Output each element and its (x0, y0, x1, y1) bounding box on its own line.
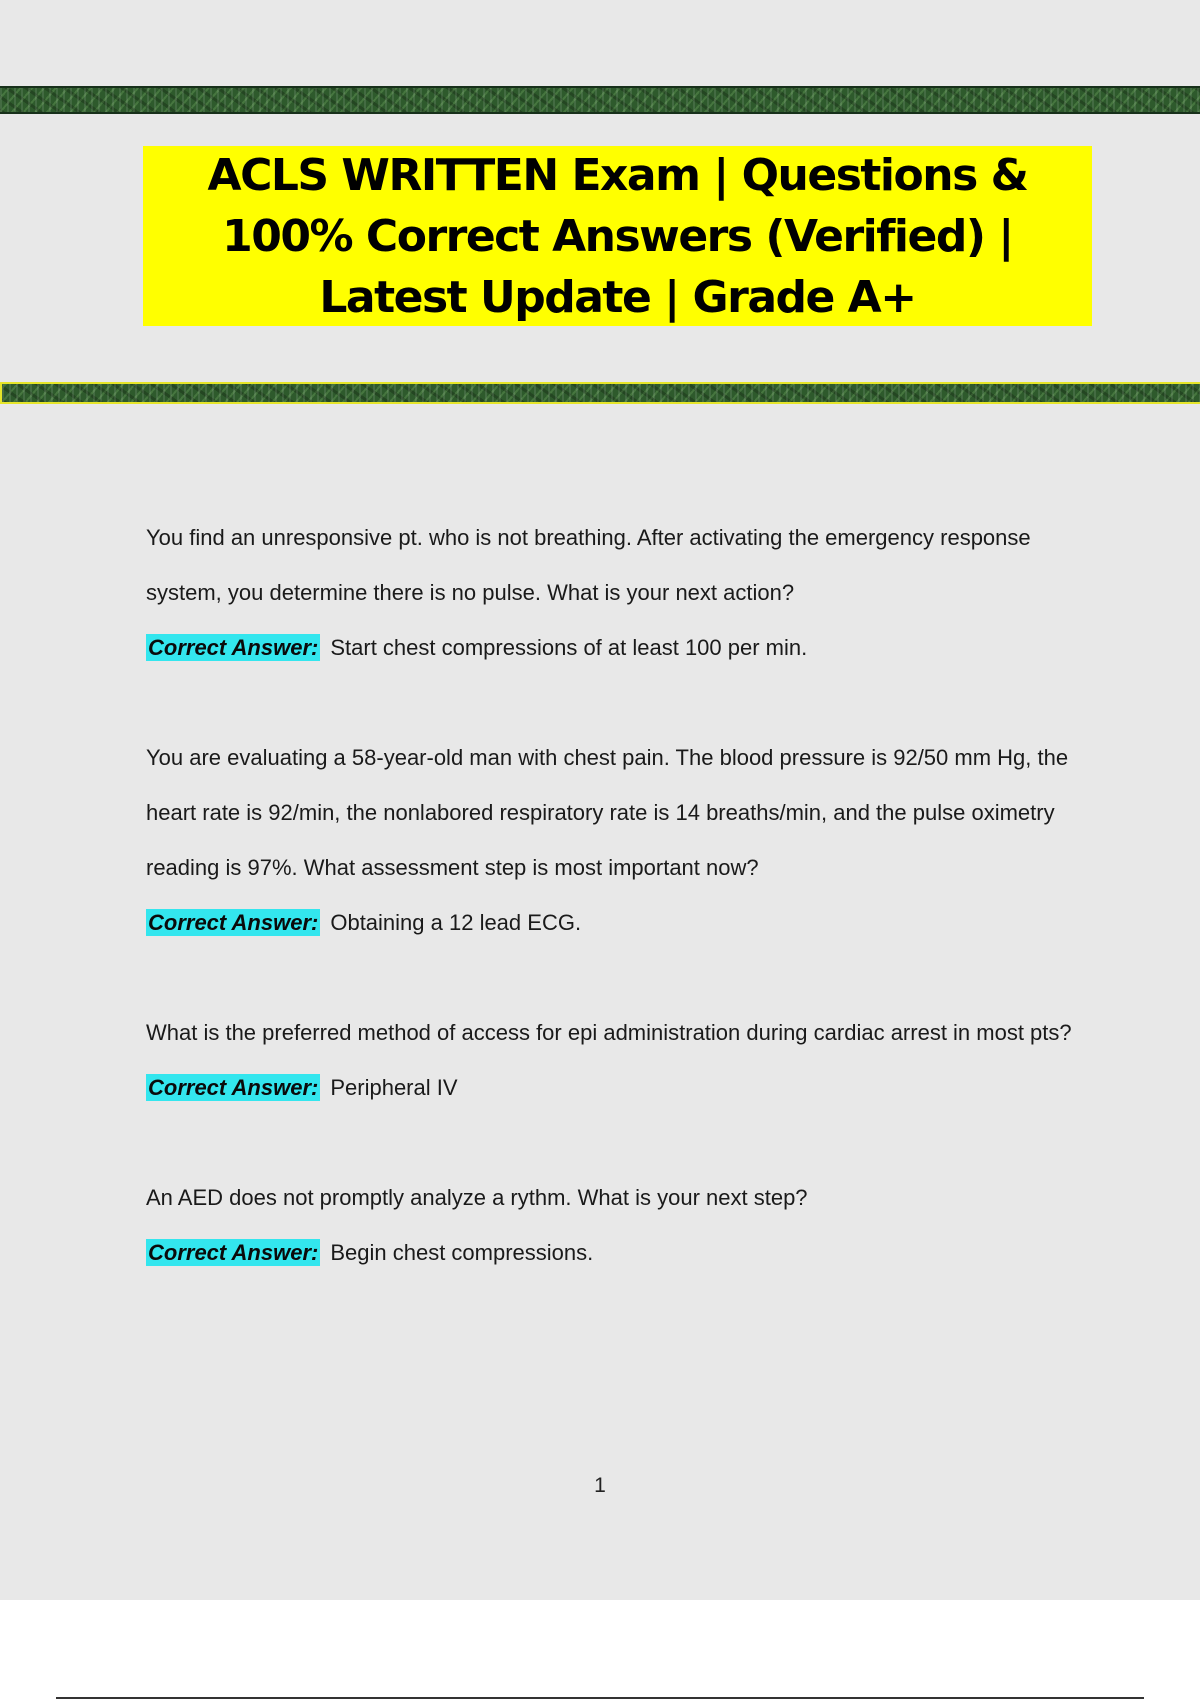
answer-line (146, 895, 1096, 950)
answer-line (146, 1225, 1096, 1280)
footer-divider (56, 1697, 1144, 1699)
document-title: ACLS WRITTEN Exam | Questions & 100% Correct Answers (Verified) | Latest Update | Grade A+ (207, 149, 1028, 323)
top-decorative-band (0, 86, 1200, 114)
answer-text: Peripheral IV (330, 1075, 458, 1100)
question-text: An AED does not promptly analyze a rythm. What is your next step? (146, 1185, 808, 1210)
page-number: 1 (594, 1474, 606, 1497)
bottom-decorative-band (0, 382, 1200, 404)
qa-item (146, 730, 1096, 950)
correct-answer-label: Correct Answer: (148, 1075, 319, 1100)
question-text: You find an unresponsive pt. who is not breathing. After activating the emergency response system, you determine there is no pulse. What is your next action? (146, 525, 1031, 605)
qa-list (146, 510, 1096, 1335)
title-highlight-box (143, 146, 1092, 326)
correct-answer-label: Correct Answer: (148, 635, 319, 660)
answer-text: Obtaining a 12 lead ECG. (330, 910, 582, 935)
answer-line (146, 1060, 1096, 1115)
answer-text: Begin chest compressions. (330, 1240, 594, 1265)
correct-answer-label: Correct Answer: (148, 910, 319, 935)
qa-item (146, 1005, 1096, 1115)
question-text: What is the preferred method of access for epi administration during cardiac arrest in most pts? (146, 1020, 1072, 1045)
answer-text: Start chest compressions of at least 100 per min. (330, 635, 808, 660)
answer-line (146, 620, 1096, 675)
qa-item (146, 1170, 1096, 1280)
question-text: You are evaluating a 58-year-old man with chest pain. The blood pressure is 92/50 mm Hg, the heart rate is 92/min, the nonlabored respiratory rate is 14 breaths/min, and the pulse oximetry reading is 97%. What assessment step is most important now? (146, 745, 1069, 880)
qa-item (146, 510, 1096, 675)
correct-answer-label: Correct Answer: (148, 1240, 319, 1265)
